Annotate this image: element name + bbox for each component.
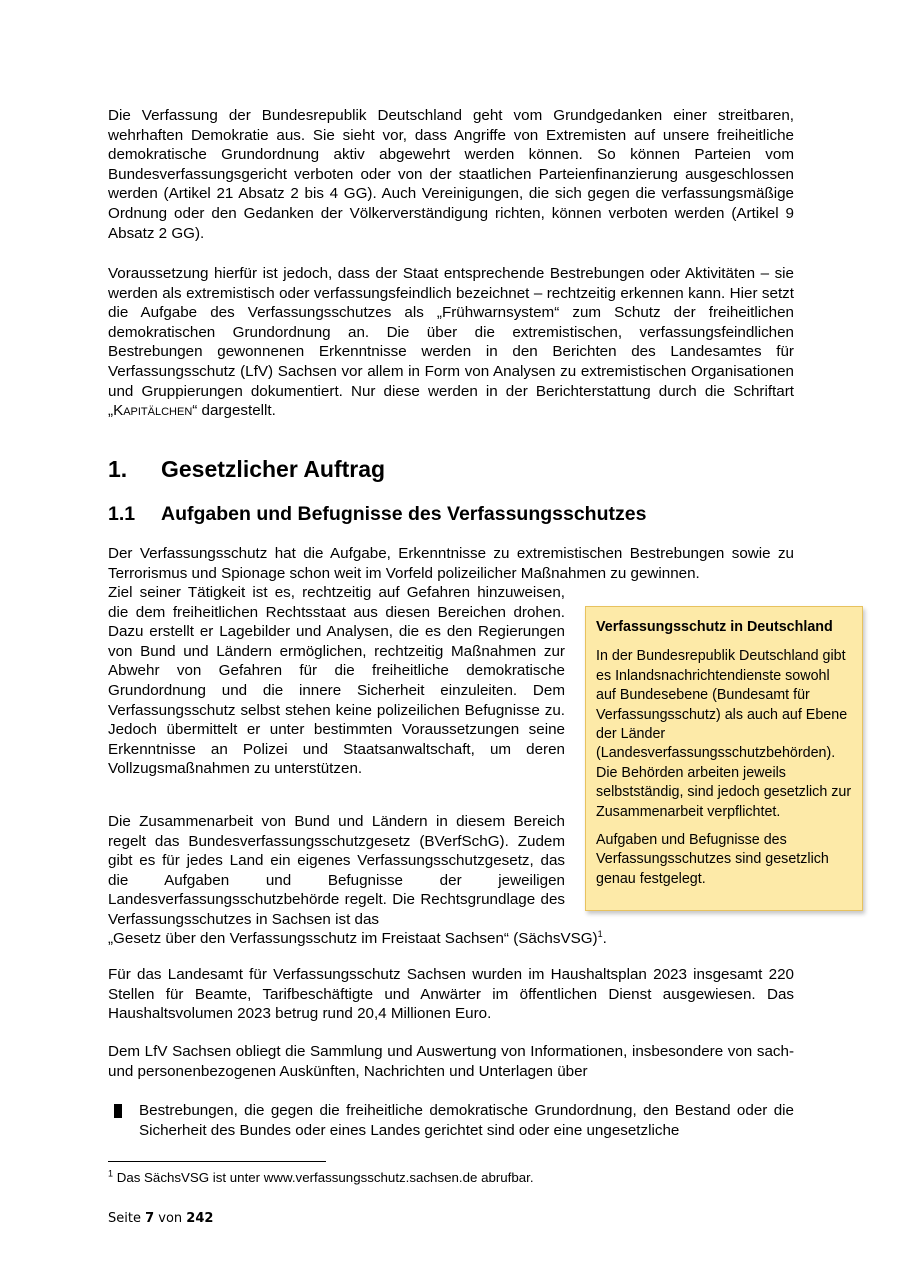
section-heading-1: [108, 455, 385, 483]
footnote-reference: 1: [597, 928, 603, 939]
page-label: Seite: [108, 1211, 146, 1226]
page-label-separator: von: [154, 1211, 187, 1226]
section-paragraph-4: Für das Landesamt für Verfassungsschutz Sachsen wurden im Haushaltsplan 2023 insgesamt 220 Stellen für Beamte, Tarifbeschäftigte und Anwärter im öffentlichen Dienst ausgewiesen. Das Haushaltsvolumen 2023 betrug rund 20,4 Millionen Euro.: [108, 966, 794, 1023]
footnote-text: Das SächsVSG ist unter www.verfassungsschutz.sachsen.de abrufbar.: [113, 1170, 534, 1185]
footnote-divider: [108, 1161, 326, 1162]
smallcaps-sample: Kapitälchen: [113, 402, 193, 420]
footnote: [108, 1169, 534, 1187]
section-number: 1.: [108, 456, 128, 482]
info-box-text-2: Aufgaben und Befugnisse des Verfassungsschutzes sind gesetzlich genau festgelegt.: [596, 832, 829, 887]
info-box: [585, 606, 863, 911]
intro-paragraph-2: [108, 264, 794, 421]
section-paragraph-3-last-line: [108, 929, 794, 949]
subsection-number: 1.1: [108, 503, 136, 525]
section-title: Gesetzlicher Auftrag: [161, 456, 386, 482]
bullet-marker-icon: [114, 1104, 122, 1118]
section-paragraph-2: Ziel seiner Tätigkeit ist es, rechtzeitig auf Gefahren hinzuweisen, die dem freiheitlichen Rechtsstaat aus diesen Bereichen drohen. Dazu erstellt er Lagebilder und Analysen, die es den Regierungen von Bund und Ländern ermöglichen, rechtzeitig Maßnahmen zur Abwehr von Gefahren für die freiheitliche demokratische Grundordnung und die innere Sicherheit einzuleiten. Dem Verfassungsschutz selbst stehen keine polizeilichen Befugnisse zu. Jedoch übermittelt er unter bestimmten Voraussetzungen seine Erkenntnisse an Polizei und Staatsanwaltschaft, um deren Vollzugsmaßnahmen zu unterstützen.: [108, 584, 565, 778]
section-paragraph-3: Die Zusammenarbeit von Bund und Ländern in diesem Bereich regelt das Bundesverfassungsschutzgesetz (BVerfSchG). Zudem gibt es für jedes Land ein eigenes Verfassungsschutzgesetz, das die Aufgaben und Befugnisse der jeweiligen Landesverfassungsschutzbehörde regelt. Die Rechtsgrundlage des Verfassungsschutzes in Sachsen ist das: [108, 813, 565, 928]
total-pages-number: 242: [186, 1211, 214, 1226]
sentence-end: .: [602, 930, 607, 947]
law-name: „Gesetz über den Verfassungsschutz im Freistaat Sachsen“ (SächsVSG): [108, 930, 598, 947]
intro-paragraph-2-text: Voraussetzung hierfür ist jedoch, dass der Staat entsprechende Bestrebungen oder Aktivitäten – sie werden als extremistisch oder verfassungsfeindlich bezeichnet – rechtzeitig erkennen kann. Hier setzt die Aufgabe des Verfassungsschutzes als „Frühwarnsystem“ zum Schutz der freiheitlichen demokratischen Grundordnung an. Die über die extremistischen, verfassungsfeindlichen Bestrebungen gewonnenen Erkenntnisse werden in den Berichten des Landesamtes für Verfassungsschutz (LfV) Sachsen vor allem in Form von Analysen zu extremistischen Organisationen und Gruppierungen dokumentiert. Nur diese werden in der Berichterstattung durch die Schriftart „: [108, 265, 794, 420]
info-box-title: Verfassungsschutz in Deutschland: [596, 619, 833, 635]
intro-paragraph-2-end: “ dargestellt.: [192, 402, 276, 420]
info-box-text-1: In der Bundesrepublik Deutschland gibt es Inlandsnachrichtendienste sowohl auf Bundesebene (Bundesamt für Verfassungsschutz) als auch auf Ebene der Länder (Landesverfassungsschutzbehörden). Die Behörden arbeiten jeweils selbstständig, sind jedoch gesetzlich zur Zusammenarbeit verpflichtet.: [596, 648, 852, 820]
section-paragraph-1: Der Verfassungsschutz hat die Aufgabe, Erkenntnisse zu extremistischen Bestrebungen sowie zu Terrorismus und Spionage schon weit im Vorfeld polizeilicher Maßnahmen zu gewinnen.: [108, 545, 794, 582]
subsection-title: Aufgaben und Befugnisse des Verfassungsschutzes: [161, 503, 647, 525]
intro-paragraph-1: Die Verfassung der Bundesrepublik Deutschland geht vom Grundgedanken einer streitbaren, wehrhaften Demokratie aus. Sie sieht vor, dass Angriffe von Extremisten auf unsere freiheitliche demokratische Grundordnung aktiv abgewehrt werden können. So können Parteien vom Bundesverfassungsgericht verboten oder von der staatlichen Parteienfinanzierung ausgeschlossen werden (Artikel 21 Absatz 2 bis 4 GG). Auch Vereinigungen, die sich gegen die verfassungsmäßige Ordnung oder den Gedanken der Völkerverständigung richten, können verboten werden (Artikel 9 Absatz 2 GG).: [108, 107, 794, 242]
subsection-heading-1-1: [108, 502, 646, 526]
section-paragraph-5: Dem LfV Sachsen obliegt die Sammlung und Auswertung von Informationen, insbesondere von sach- und personenbezogenen Auskünften, Nachrichten und Unterlagen über: [108, 1043, 794, 1080]
bullet-item: Bestrebungen, die gegen die freiheitliche demokratische Grundordnung, den Bestand oder die Sicherheit des Bundes oder eines Landes gerichtet sind oder eine ungesetzliche: [139, 1102, 794, 1139]
page-footer: [108, 1211, 213, 1226]
current-page-number: 7: [145, 1211, 155, 1226]
footnote-number: 1: [108, 1168, 114, 1179]
